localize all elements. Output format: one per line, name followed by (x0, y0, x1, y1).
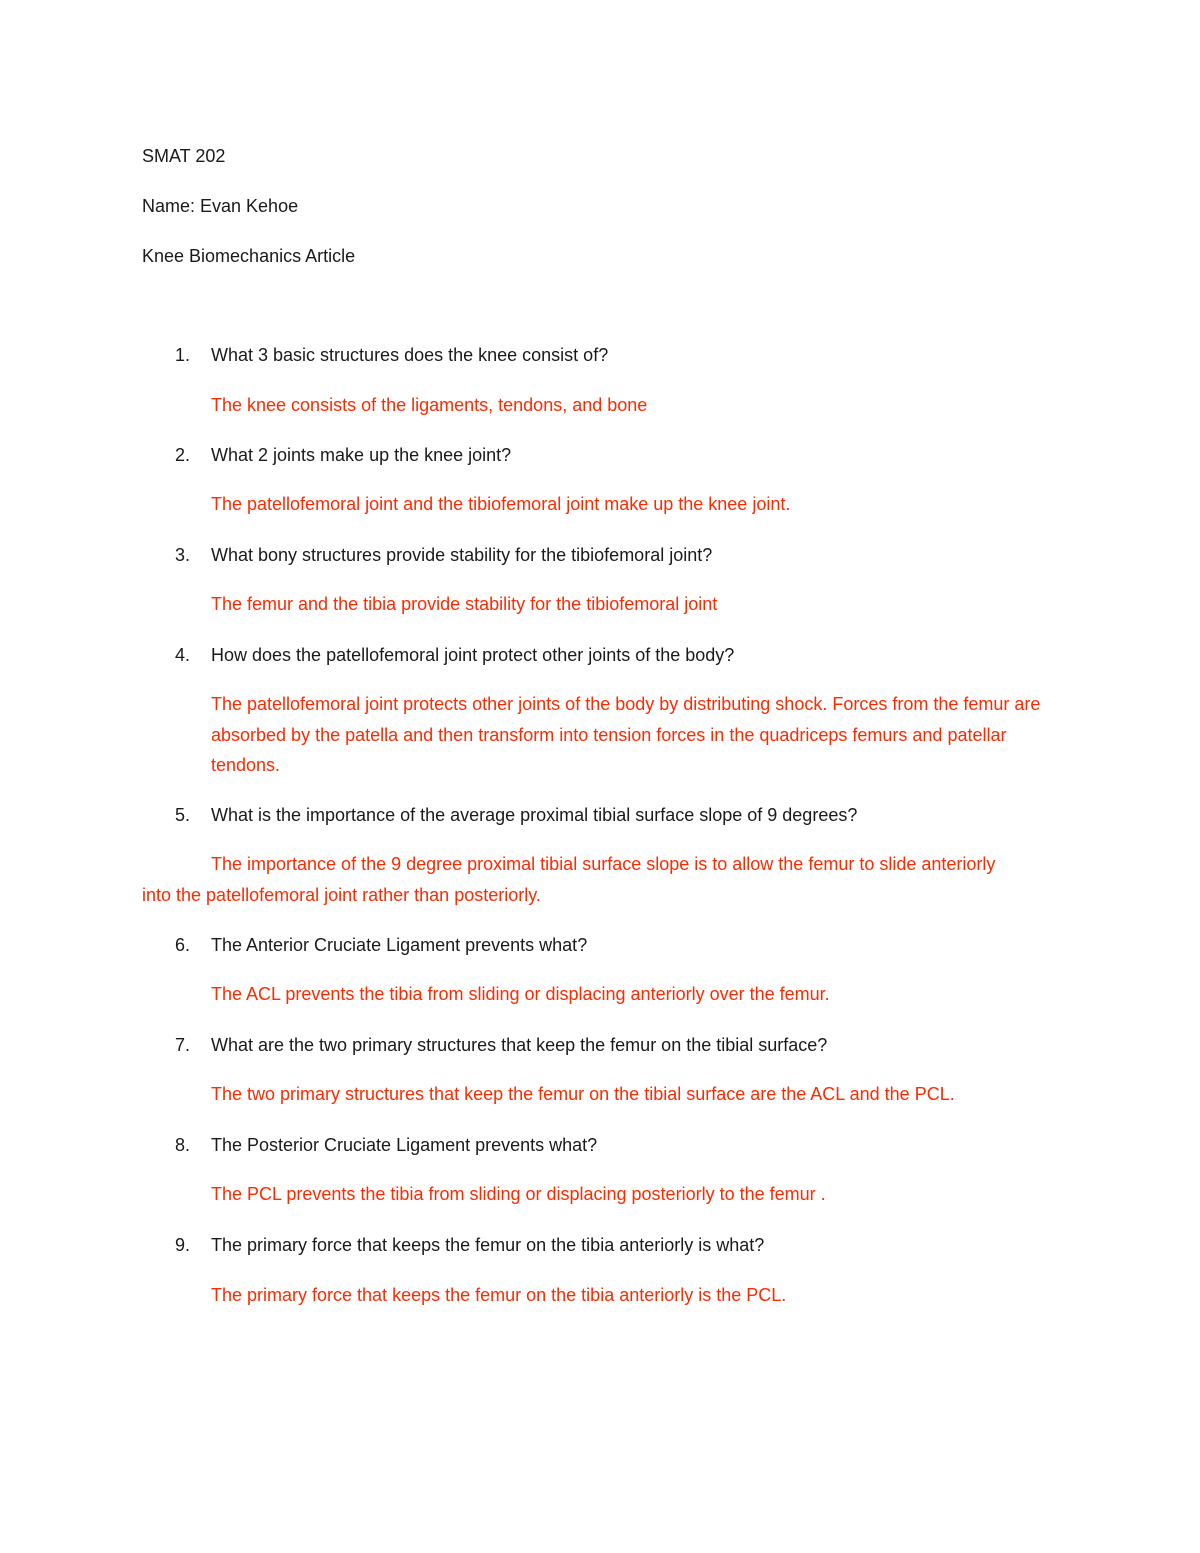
answer-text: The femur and the tibia provide stability for the tibiofemoral joint (211, 594, 718, 614)
question-number: 1. (175, 345, 191, 365)
question-text: The primary force that keeps the femur on the tibia anteriorly is what? (211, 1235, 765, 1255)
question-text: The Posterior Cruciate Ligament prevents what? (211, 1135, 598, 1155)
answer-text: The ACL prevents the tibia from sliding or displacing anteriorly over the femur. (211, 984, 830, 1004)
answer-text: The knee consists of the ligaments, tendons, and bone (211, 395, 648, 415)
question-number: 5. (175, 805, 191, 825)
question-number: 8. (175, 1135, 191, 1155)
course-code: SMAT 202 (142, 146, 226, 166)
answer-text: The patellofemoral joint and the tibiofemoral joint make up the knee joint. (211, 494, 791, 514)
answer-text: The importance of the 9 degree proximal tibial surface slope is to allow the femur to slide anteriorly into the patellofemoral joint rather than posteriorly. (142, 854, 996, 905)
question-text: What bony structures provide stability for the tibiofemoral joint? (211, 545, 713, 565)
question-text: What are the two primary structures that keep the femur on the tibial surface? (211, 1035, 828, 1055)
question-number: 6. (175, 935, 191, 955)
question-text: What is the importance of the average proximal tibial surface slope of 9 degrees? (211, 805, 858, 825)
assignment-title: Knee Biomechanics Article (142, 246, 356, 266)
question-number: 4. (175, 645, 191, 665)
question-number: 2. (175, 445, 191, 465)
answer-text: The PCL prevents the tibia from sliding or displacing posteriorly to the femur . (211, 1184, 826, 1204)
question-text: What 3 basic structures does the knee consist of? (211, 345, 609, 365)
question-text: What 2 joints make up the knee joint? (211, 445, 512, 465)
question-number: 9. (175, 1235, 191, 1255)
question-text: How does the patellofemoral joint protect other joints of the body? (211, 645, 735, 665)
question-text: The Anterior Cruciate Ligament prevents what? (211, 935, 588, 955)
student-name: Name: Evan Kehoe (142, 196, 299, 216)
answer-text: The primary force that keeps the femur on the tibia anteriorly is the PCL. (211, 1285, 787, 1305)
answer-text: The patellofemoral joint protects other joints of the body by distributing shock. Forces from the femur are absorbed by the patella and then transform into tension forces in the quadriceps femurs and patellar tendons. (211, 694, 1041, 775)
question-number: 7. (175, 1035, 191, 1055)
question-number: 3. (175, 545, 191, 565)
answer-text: The two primary structures that keep the femur on the tibial surface are the ACL and the PCL. (211, 1084, 955, 1104)
